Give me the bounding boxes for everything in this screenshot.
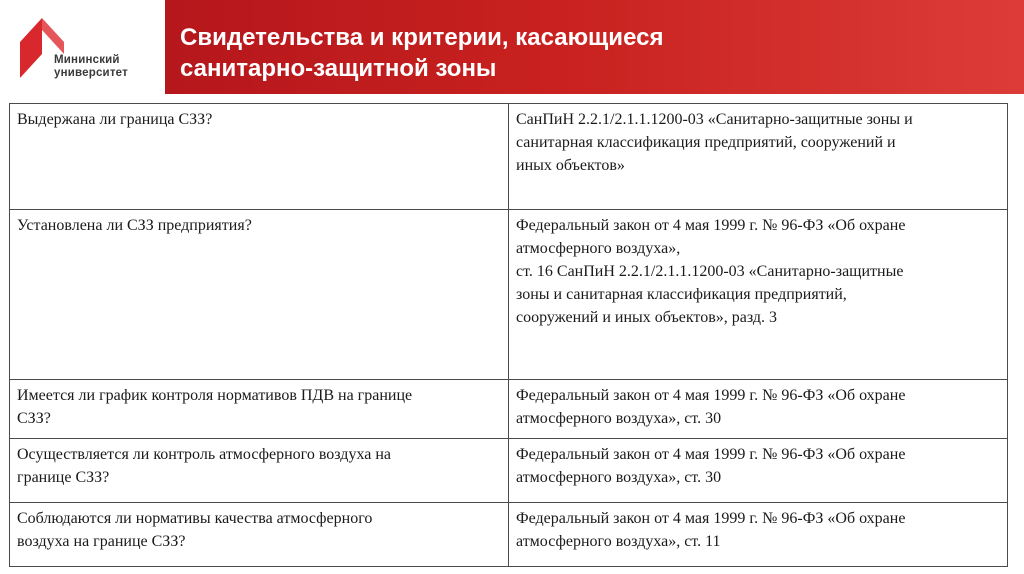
question-text: Выдержана ли граница СЗЗ? xyxy=(17,111,213,128)
logo-line-1: Мининский xyxy=(54,54,120,66)
question-text: Установлена ли СЗЗ предприятия? xyxy=(17,217,252,234)
page-title xyxy=(180,22,1000,84)
source-text: атмосферного воздуха», ст. 30 xyxy=(516,410,722,427)
source-text: иных объектов» xyxy=(516,157,625,174)
question-text: границе СЗЗ? xyxy=(17,469,110,486)
logo-text xyxy=(54,54,128,80)
table-row xyxy=(10,210,1008,380)
criteria-table xyxy=(9,103,1008,567)
question-text: Имеется ли график контроля нормативов ПДВ на границе xyxy=(17,387,413,404)
university-logo xyxy=(12,10,172,90)
source-text: атмосферного воздуха», ст. 11 xyxy=(516,533,721,550)
source-cell xyxy=(509,104,1008,210)
question-text: воздуха на границе СЗЗ? xyxy=(17,533,186,550)
source-text: Федеральный закон от 4 мая 1999 г. № 96-ФЗ «Об охране xyxy=(516,446,906,463)
question-text: СЗЗ? xyxy=(17,410,51,427)
source-cell xyxy=(509,503,1008,567)
question-cell xyxy=(10,104,509,210)
question-text: Соблюдаются ли нормативы качества атмосферного xyxy=(17,510,373,527)
source-text: Федеральный закон от 4 мая 1999 г. № 96-ФЗ «Об охране xyxy=(516,510,906,527)
source-cell xyxy=(509,380,1008,439)
source-text: атмосферного воздуха», ст. 30 xyxy=(516,469,722,486)
source-text: Федеральный закон от 4 мая 1999 г. № 96-ФЗ «Об охране xyxy=(516,217,906,234)
logo-line-2: университет xyxy=(54,67,128,79)
source-text: санитарная классификация предприятий, сооружений и xyxy=(516,134,896,151)
source-text: атмосферного воздуха», xyxy=(516,240,681,257)
table-row xyxy=(10,104,1008,210)
source-text: ст. 16 СанПиН 2.2.1/2.1.1.1200-03 «Санитарно-защитные xyxy=(516,263,904,280)
source-text: зоны и санитарная классификация предприятий, xyxy=(516,286,847,303)
source-cell xyxy=(509,210,1008,380)
title-line-1: Свидетельства и критерии, касающиеся xyxy=(180,24,664,51)
question-text: Осуществляется ли контроль атмосферного воздуха на xyxy=(17,446,391,463)
source-cell xyxy=(509,439,1008,503)
table-row xyxy=(10,439,1008,503)
source-text: сооружений и иных объектов», разд. 3 xyxy=(516,309,778,326)
question-cell xyxy=(10,380,509,439)
question-cell xyxy=(10,210,509,380)
source-text: СанПиН 2.2.1/2.1.1.1200-03 «Санитарно-защитные зоны и xyxy=(516,111,913,128)
table-row xyxy=(10,503,1008,567)
source-text: Федеральный закон от 4 мая 1999 г. № 96-ФЗ «Об охране xyxy=(516,387,906,404)
title-line-2: санитарно-защитной зоны xyxy=(180,55,497,82)
question-cell xyxy=(10,503,509,567)
table-row xyxy=(10,380,1008,439)
question-cell xyxy=(10,439,509,503)
